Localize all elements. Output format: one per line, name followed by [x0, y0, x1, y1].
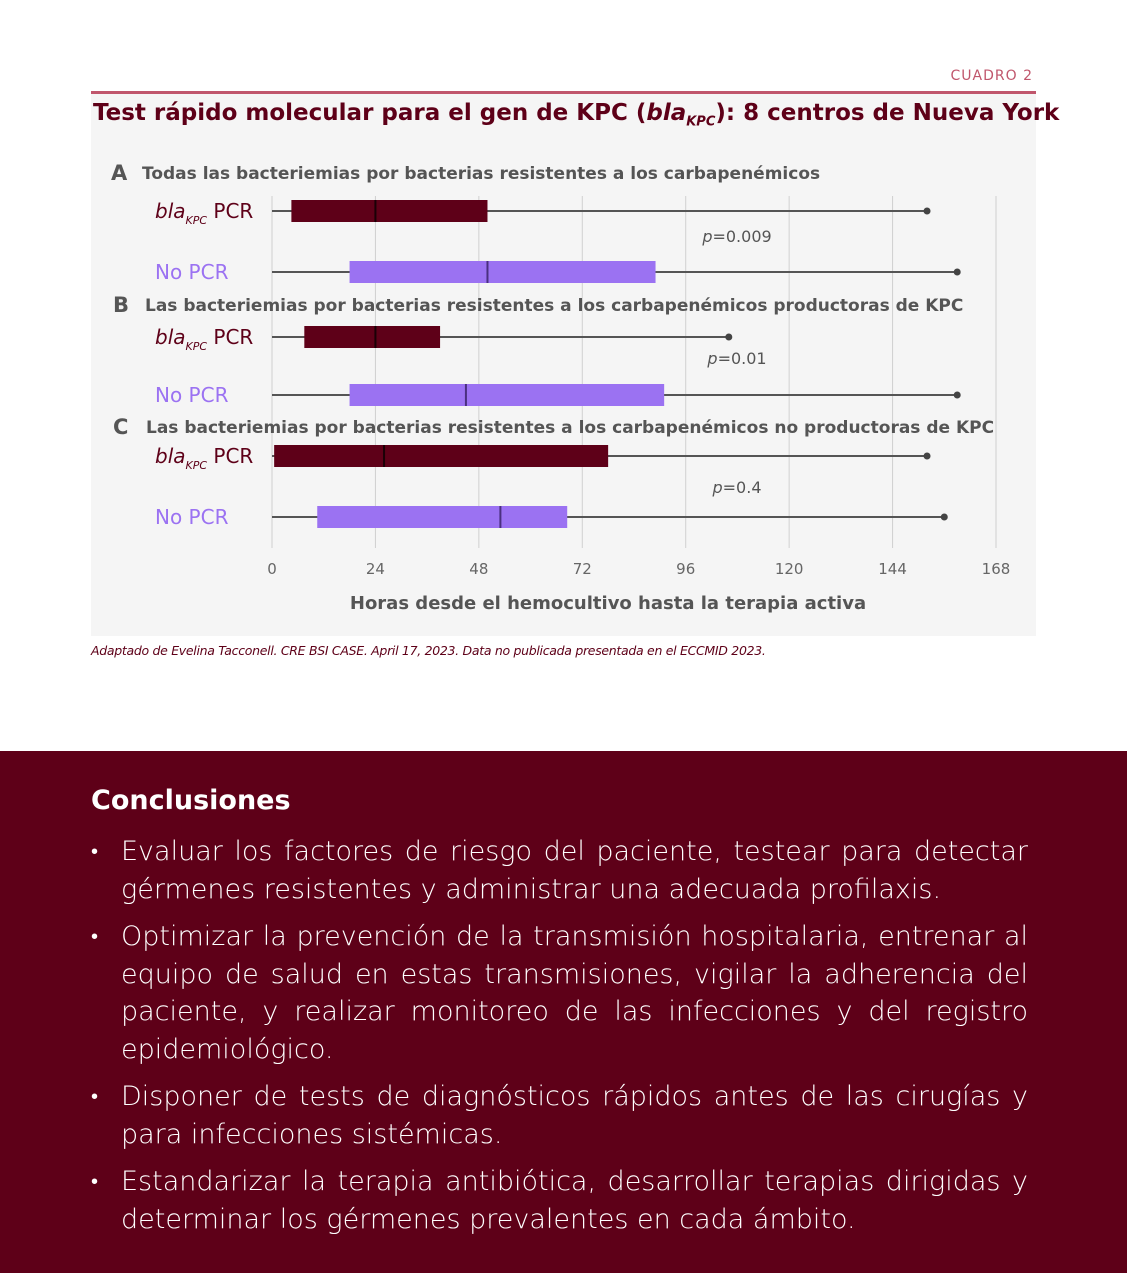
cuadro-label: CUADRO 2	[950, 68, 1033, 84]
whisker-end-dot	[941, 514, 948, 521]
group-label: No PCR	[155, 260, 229, 284]
source-note: Adaptado de Evelina Tacconell. CRE BSI CASE. April 17, 2023. Data no publicada presentada en el ECCMID 2023.	[91, 643, 766, 658]
iqr-box	[274, 445, 608, 467]
panel-title: Las bacteriemias por bacterias resistentes a los carbapenémicos productoras de KPC	[145, 296, 964, 316]
whisker-end-dot	[954, 269, 961, 276]
x-tick-label: 48	[469, 560, 489, 578]
whisker-end-dot	[954, 392, 961, 399]
panel-letter: C	[113, 415, 129, 439]
panel-letter: A	[111, 161, 128, 185]
panel-title: Las bacteriemias por bacterias resistentes a los carbapenémicos no productoras de KPC	[146, 418, 995, 438]
conclusion-item: • Optimizar la prevención de la transmisión hospitalaria, entrenar al equipo de salud en estas transmisiones, vigilar la adherencia del paciente, y realizar monitoreo de las infecciones y del registro epidemiológico.	[91, 918, 1028, 1068]
panel-letter: B	[113, 293, 130, 317]
conclusion-item: • Disponer de tests de diagnósticos rápidos antes de las cirugías y para infecciones sistémicas.	[91, 1078, 1028, 1153]
conclusions-list	[91, 833, 1028, 1248]
group-label: No PCR	[155, 505, 229, 529]
whisker-end-dot	[924, 453, 931, 460]
group-label: bla$_{KPC}$ PCR	[155, 444, 254, 472]
x-tick-label: 96	[676, 560, 696, 578]
iqr-box	[350, 261, 656, 283]
x-tick-label: 168	[981, 560, 1011, 578]
group-label: bla$_{KPC}$ PCR	[155, 199, 254, 227]
conclusions-title: Conclusiones	[91, 785, 291, 816]
iqr-box	[350, 384, 665, 406]
whisker-end-dot	[725, 334, 732, 341]
conclusion-item: • Estandarizar la terapia antibiótica, desarrollar terapias dirigidas y determinar los gérmenes prevalentes en cada ámbito.	[91, 1163, 1028, 1238]
x-tick-label: 0	[267, 560, 277, 578]
chart-title: Test rápido molecular para el gen de KPC (bla$_{KPC}$): 8 centros de Nueva York	[93, 100, 1060, 130]
x-tick-label: 120	[774, 560, 804, 578]
group-label: No PCR	[155, 383, 229, 407]
p-value-label: p=0.009	[702, 227, 772, 246]
x-tick-label: 144	[878, 560, 907, 578]
iqr-box	[304, 326, 440, 348]
panel-title: Todas las bacteriemias por bacterias resistentes a los carbapenémicos	[142, 164, 821, 184]
iqr-box	[317, 506, 567, 528]
iqr-box	[291, 200, 487, 222]
conclusions-section	[0, 751, 1127, 1273]
x-tick-label: 24	[365, 560, 385, 578]
conclusion-item: • Evaluar los factores de riesgo del paciente, testear para detectar gérmenes resistentes y administrar una adecuada profilaxis.	[91, 833, 1028, 908]
x-axis-label: Horas desde el hemocultivo hasta la terapia activa	[349, 593, 867, 614]
p-value-label: p=0.4	[712, 478, 762, 497]
group-label: bla$_{KPC}$ PCR	[155, 325, 254, 353]
whisker-end-dot	[924, 208, 931, 215]
x-tick-label: 72	[572, 560, 592, 578]
p-value-label: p=0.01	[707, 349, 767, 368]
